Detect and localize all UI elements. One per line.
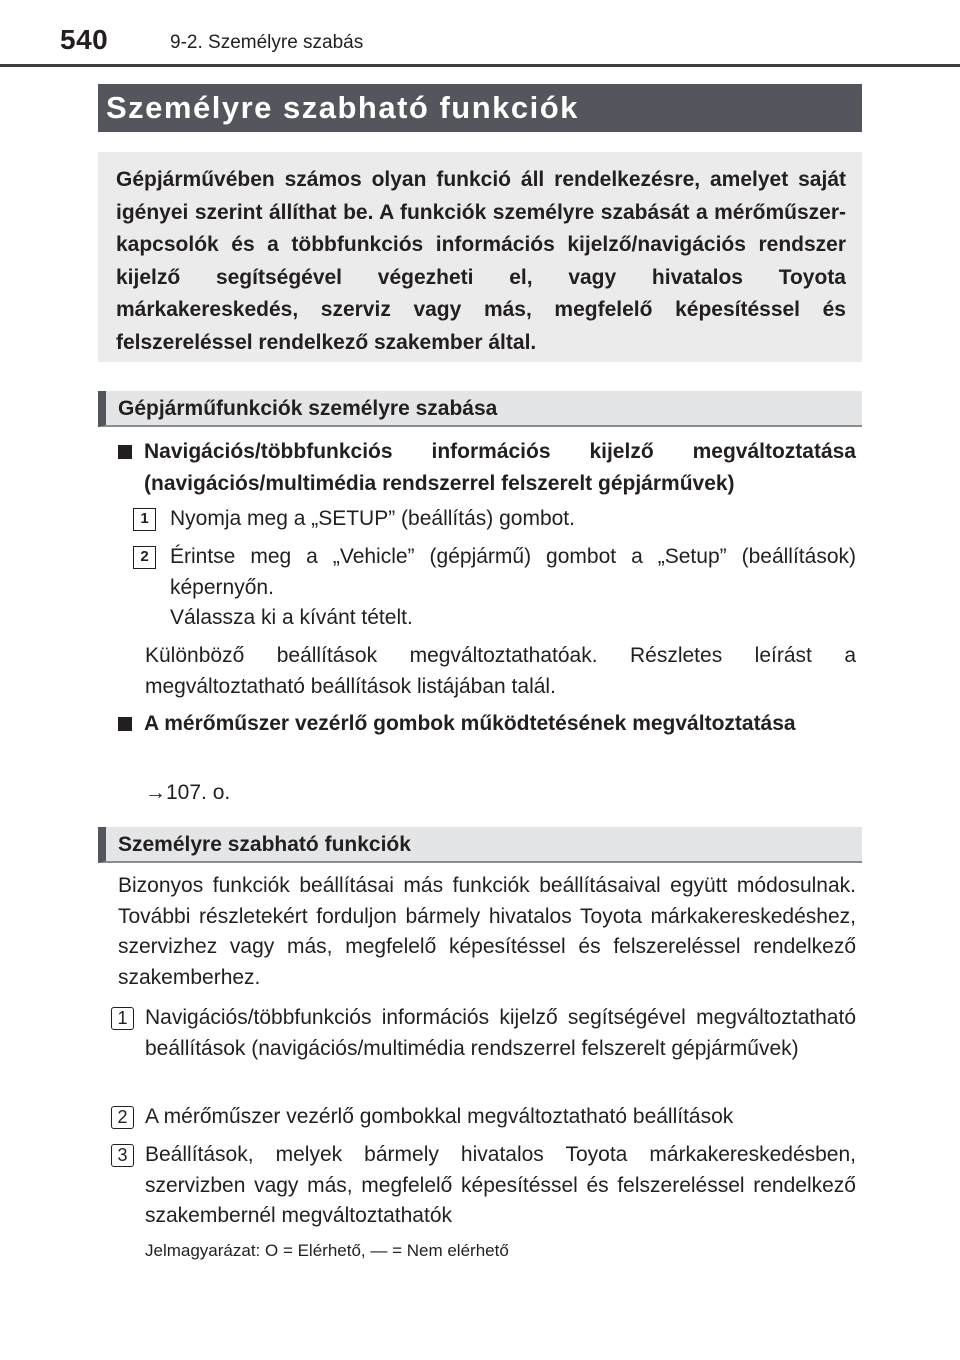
- bullet-navigation-display: [118, 436, 856, 500]
- step-number: 2: [133, 546, 156, 569]
- legend: Jelmagyarázat: O = Elérhető, — = Nem elérhető: [145, 1241, 509, 1260]
- step-number: 1: [133, 508, 156, 531]
- bullet-square-icon: [118, 717, 132, 731]
- page-number: 540: [60, 24, 109, 55]
- bullet-meter-controls: [118, 708, 856, 740]
- list-item: Navigációs/többfunkciós információs kijelző segítségével megváltoztatható beállítások (navigációs/multimédia rendszerrel felszerelt gépjárművek): [145, 1006, 856, 1060]
- header-rule: [0, 64, 960, 67]
- bullet-square-icon: [118, 445, 132, 459]
- bullet-note: Különböző beállítások megváltoztathatóak. Részletes leírást a megváltoztatható beállítások listájában talál.: [145, 644, 856, 698]
- bullet-title: A mérőműszer vezérlő gombok működtetésének megváltoztatása: [144, 712, 796, 735]
- list-item: Beállítások, melyek bármely hivatalos Toyota márkakereskedésben, szervizben vagy más, megfelelő képesítéssel és felszereléssel rendelkező szakembernél megváltoztathatók: [145, 1143, 856, 1227]
- subheading-customizable-features: Személyre szabható funkciók: [98, 827, 862, 863]
- step-extra-text: Válassza ki a kívánt tételt.: [170, 606, 413, 629]
- step-text: Érintse meg a „Vehicle” (gépjármű) gombot a „Setup” (beállítások) képernyőn.: [170, 545, 856, 599]
- page-reference: →107. o.: [145, 781, 231, 804]
- section-intro: Bizonyos funkciók beállításai más funkciók beállításaival együtt módosulnak. További részletekért forduljon bármely hivatalos Toyota márkakereskedéshez, szervizhez vagy más, megfelelő képesítéssel és felszereléssel rendelkező szakemberhez.: [118, 874, 856, 989]
- item-number: 2: [111, 1106, 134, 1129]
- bullet-title: Navigációs/többfunkciós információs kijelző megváltoztatása (navigációs/multimédia rendszerrel felszerelt gépjárművek): [144, 440, 856, 495]
- step-text: Nyomja meg a „SETUP” (beállítás) gombot.: [170, 507, 575, 530]
- intro-box: Gépjárművében számos olyan funkció áll rendelkezésre, amelyet saját igényei szerint állíthat be. A funkciók személyre szabását a mérőműszer-kapcsolók és a többfunkciós információs kijelző/navigációs rendszer kijelző segítségével végezheti el, vagy hivatalos Toyota márkakereskedés, szerviz vagy más, megfelelő képesítéssel és felszereléssel rendelkező szakember által.: [98, 152, 862, 362]
- item-number: 3: [111, 1144, 134, 1167]
- subheading-vehicle-customization: Gépjárműfunkciók személyre szabása: [98, 391, 862, 427]
- chapter-title: 9-2. Személyre szabás: [170, 32, 364, 53]
- section-title: Személyre szabható funkciók: [98, 84, 862, 132]
- item-number: 1: [111, 1007, 134, 1030]
- list-item: A mérőműszer vezérlő gombokkal megváltoztatható beállítások: [145, 1105, 734, 1128]
